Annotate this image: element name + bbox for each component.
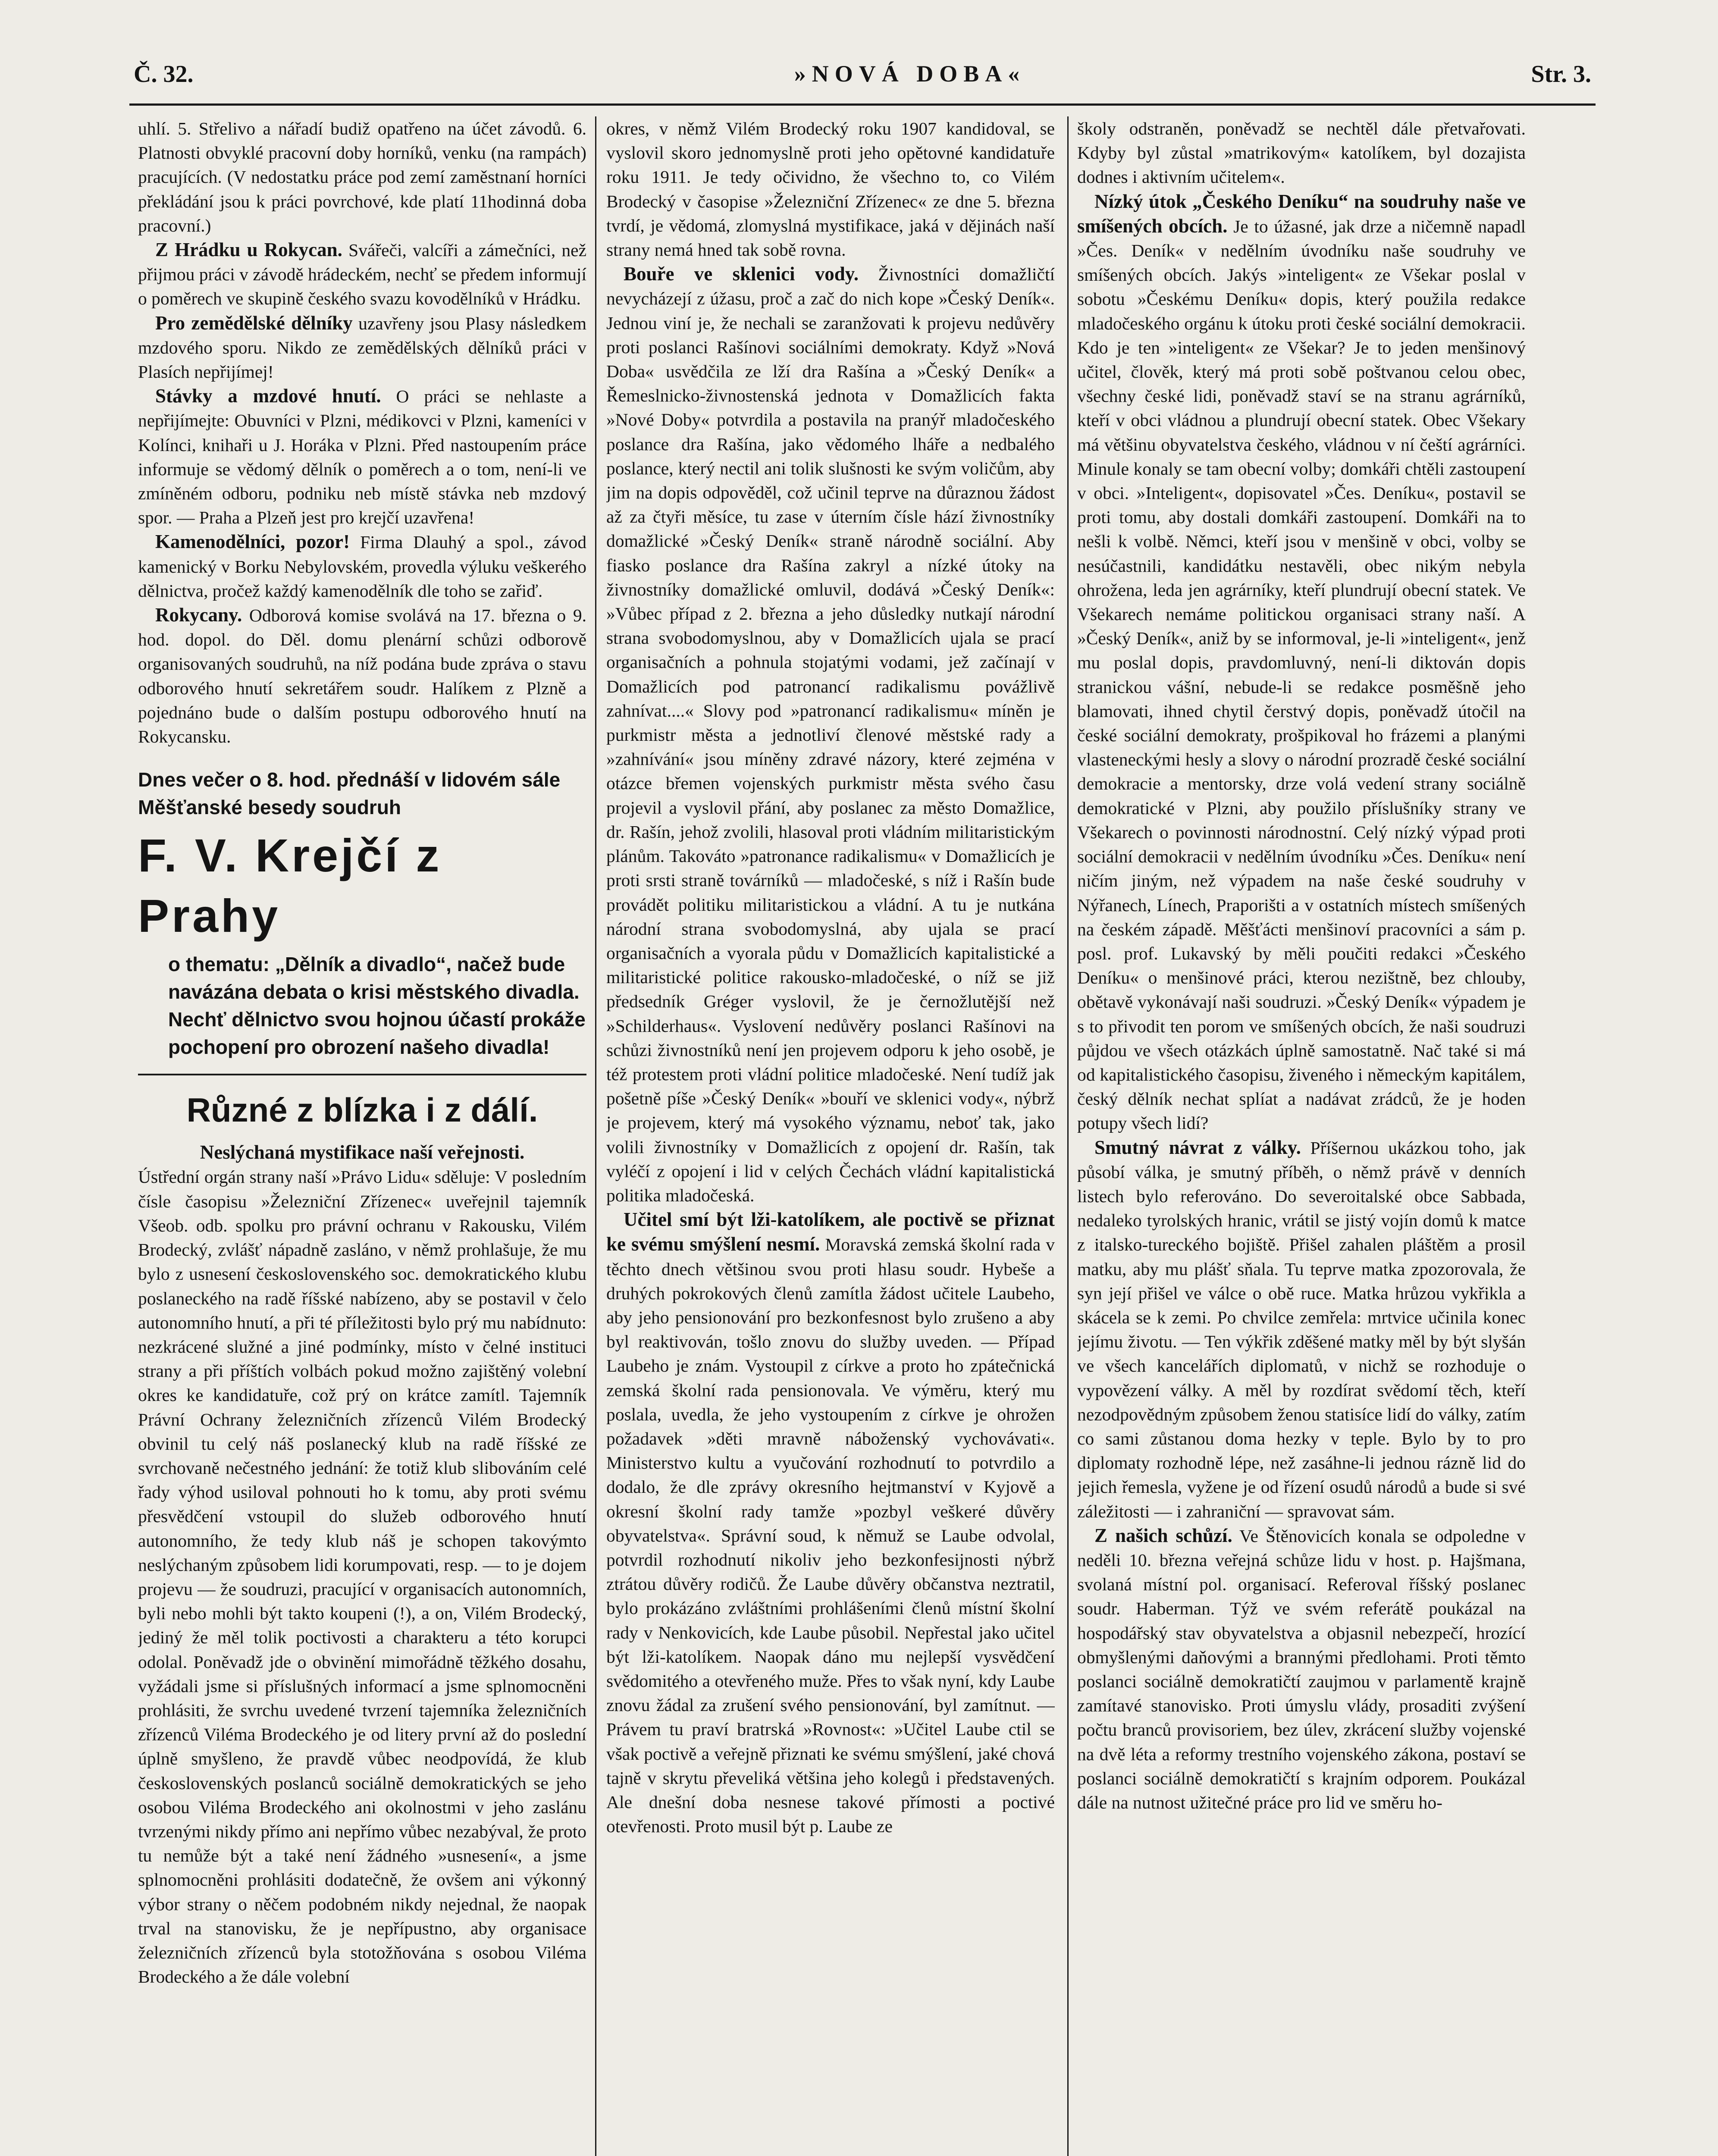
article-heading: Učitel smí být lži-katolíkem, ale poctivě se přiznat ke svému smýšlení nesmí. [606,1209,1055,1255]
column-2 [606,116,1055,2156]
article-text: Firma Dlauhý a spol., závod kamenický v Borku Nebylovském, provedla výluku veškerého dělnictva, pročež každý kamenodělník dle toho se zařiď. [138,532,586,601]
article-heading: Nízký útok „Českého Deníku“ na soudruhy naše ve smíšených obcích. [1077,190,1526,237]
article-heading: Z Hrádku u Rokycan. [155,239,342,261]
lecture-notice [138,766,586,1061]
article-text: Ve Štěnovicích konala se odpoledne v neděli 10. března veřejná schůze lidu v host. p. Hajšmana, svolaná místní pol. organisací. Referoval říšský poslanec soudr. Haberman. Týž ve svém referátě poukázal na hospodářský stav obyvatelstva a objasnil nebezpečí, hrozící obmyšlenými daňovými a brannými předlohami. Proti těmto poslanci sociálně demokratičtí zaujmou v parlamentě krajně zamítavé stanovisko. Proti úmyslu vlády, prosaditi zvýšení počtu branců provisoriem, bez úlev, zkrácení služby vojenské na dvě léta a reformy trestního vojenského zákona, postaví se poslanci sociálně demokratičtí s krajním odporem. Poukázal dále na nutnost užitečné práce pro lid ve směru ho- [1077,1526,1526,1813]
section-divider [138,1074,586,1075]
article-text: Živnostníci domažličtí nevycházejí z úžasu, proč a zač do nich kope »Český Deník«. Jednou viní je, že nechali se zaranžovati k projevu nedůvěry proti poslanci Rašínovi sociálními demokraty. Když »Nová Doba« usvědčila ze lží dra Rašína a »Český Deník« a Řemeslnicko-živnostenská jednota v Domažlicích fakta »Nové Doby« potvrdila a postavila na pranýř mladočeského poslance dra Rašína, jako vědomého lháře a nedbalého poslance, který nectil ani tolik slušnosti ke svým voličům, aby jim na dopis odpověděl, což učinil teprve na důraznou žádost až za čtyři měsíce, tu zase v úterním čísle hází živnostníky domažlické »Český Deník« straně národně sociální. Aby fiasko poslance dra Rašína zakryl a nízké útoky na živnostníky domažlické omluvil, dodává »Český Deník«: »Vůbec případ z 2. března a jeho důsledky nutkají národní strana svobodomyslnou, aby v Domažlicích ujala se prací organisačních a pohnula stojatými vodami, jež začínají v Domažlicích pod patronancí radikalismu povážlivě zahnívat....« Slovy pod »patronancí radikalismu« míněn je purkmistr města a jednotliví členové městské rady a »zahnívání« jsou míněny zdravé názory, které zejména v otázce břemen vojenských purkmistr města svého času projevil a vyslovil přání, aby poslanec za město Domažlice, dr. Rašín, jehož zvolili, hlasoval proti vládním militaristickým plánům. Takováto »patronance radikalismu« v Domažlicích je proti srsti straně továrníků — mladočeské, s níž i Rašín bude provádět politiku militaristickou a vládní. A tu je nutkána národní strana svobodomyslná, aby ujala se prací organisačních a vyorala půdu v Domažlicích kapitalistické a militaristické politice rakousko-mladočeské, o níž se již předsedník Gréger vyslovil, že je černožlutější než »Schilderhaus«. Vyslovení nedůvěry poslanci Rašínovi na schůzi živnostníků není jen projevem odporu k jeho osobě, je též protestem proti vládní politice mladočeské. Není tudíž jak pošetně píše »Český Deník« »bouří ve sklenici vody«, nýbrž je projevem, který má vysokého významu, neboť tak, jako volili živnostníky v Domažlicích z opojení dr. Rašín, tak vyléčí z opojení i lid v celých Čechách vládní kapitalistická politika mladočeská. [606,264,1055,1205]
issue-number: Č. 32. [134,61,194,88]
column-divider [1067,116,1069,2156]
column-divider [595,116,596,2156]
article-text: Odborová komise svolává na 17. března o 9. hod. dopol. do Děl. domu plenární schůzi odborově organisovaných soudruhů, na níž podána bude zpráva o stavu odborového hnutí sekretářem soudr. Halíkem z Plzně a pojednáno bude o dalším postupu odborového hnutí na Rokycansku. [138,605,586,747]
column-3 [1077,116,1526,2156]
column-1 [138,116,586,2156]
article-heading: Smutný návrat z války. [1094,1136,1301,1158]
article-text: Moravská zemská školní rada v těchto dnech většinou svou proti hlasu soudr. Hybeše a druhých pokrokových členů zamítla žádost učitele Laubeho, aby jeho pensionování pro bezkonfesnost bylo zrušeno a aby byl reaktivován, tošlo znovu do služby uveden. — Případ Laubeho je znám. Vystoupil z církve a proto ho zpátečnická zemská školní rada pensionovala. Ve výměru, který mu poslala, uvedla, že jeho vystoupením z církve je ohrožen požadavek »děti mravně náboženský vychovávati«. Ministerstvo kultu a vyučování rozhodnutí to potvrdilo a dodalo, že dle zprávy okresního hejtmanství v Kyjově a okresní školní rady tamže »pozbyl veškeré důvěry obyvatelstva«. Správní soud, k němuž se Laube odvolal, potvrdil rozhodnutí nikoliv jeho bezkonfesijnosti nýbrž ztrátou důvěry rodičů. Že Laube důvěry občanstva neztratil, bylo prokázáno zvláštními prohlášeními členů místní školní rady v Nenkovicích, kde Laube působil. Nepřestal jako učitel být lži-katolíkem. Naopak dáno mu nejlepší vysvědčení svědomitého a otevřeného muže. Přes to však nyní, kdy Laube znovu žádal za zrušení svého pensionování, byl zamítnut. — Právem tu praví bratrská »Rovnost«: »Učitel Laube ctil se však poctivě a veřejně přiznati ke svému smýšlení, jaké chová tajně v skrytu převeliká většina jeho kolegů i představených. Ale dnešní doba nesnese takové přímosti a poctivé otevřenosti. Proto musil být p. Laube ze [606,1235,1055,1836]
article-text: uzavřeny jsou Plasy následkem mzdového sporu. Nikdo ze zemědělských dělníků práci v Plasích nepřijímej! [138,313,586,382]
article-text: uhlí. 5. Střelivo a nářadí budiž opatřeno na účet závodů. 6. Platnosti obvyklé pracovní doby horníků, venku (na rampách) pracujících. (V nedostatku práce pod zemí zaměstnaní horníci překládání jsou k práci povrchové, kde platí 11hodinná doba pracovní.) [138,119,586,235]
article-heading: Neslýchaná mystifikace naší veřejnosti. [200,1141,525,1163]
article-text: okres, v němž Vilém Brodecký roku 1907 kandidoval, se vyslovil skoro jednomyslně proti jeho opětovné kandidatuře roku 1911. Je tedy očividno, že všechno to, co Vilém Brodecký v časopise »Železniční Zřízenec« ze dne 5. března tvrdí, je vědomá, zlomyslná mystifikace, jaká v dějinách naší strany nemá hned tak sobě rovna. [606,119,1055,260]
page-number: Str. 3. [1531,61,1591,88]
page-header [134,60,1591,95]
article-heading: Z našich schůzí. [1094,1524,1232,1546]
article-text: Je to úžasné, jak drze a ničemně napadl »Čes. Deník« v nedělním úvodníku naše soudruhy ve smíšených obcích. Jakýs »inteligent« ze Všekar poslal v sobotu »Českému Deníku« dopis, který použila redakce mladočeského orgánu k útoku proti české sociální demokracii. Kdo je ten »inteligent« ze Všekar? Je to jeden menšinový učitel, člověk, který má proti sobě poštvanou celou obec, všechny české lidi, poněvadž staví se na stranu agrárníků, kteří v obci vládnou a plundrují obecní statek. Obec Všekary má většinu obyvatelstva českého, vládnou v ní čeští agrárníci. Minule konaly se tam obecní volby; domkáři chtěli zastoupení v obci. »Inteligent«, dopisovatel »Čes. Deníku«, postavil se proti tomu, aby dostali domkáři zastoupení. Domkáři na to nešli k volbě. Němci, kteří jsou v menšině v obci, volby se nesúčastnili, kandidátku nestavěli, obec nikým nebyla ohrožena, leda jen agrárníky, kteří plundrují obecní statek. Ve Všekarech nemáme politickou organisaci strany naší. A »Český Deník«, aniž by se informoval, je-li »inteligent«, jenž mu poslal dopis, pravdomluvný, není-li diktován dopis stranickou vášní, nebude-li se redakce posměšně jeho blamovati, ihned chytil čerstvý dopis, poněvadž útočil na české sociální demokraty, prošpikoval ho frázemi a planými vlasteneckými hesly a slovy o národní prozradě české sociální demokracie a mentorsky, drze volá vedení strany sociálně demokratické v Plzni, aby použilo příslušníky strany ve Všekarech o povinnosti národnostní. Celý nízký výpad proti sociální demokracii v nedělním úvodníku »Čes. Deníku« není ničím jiným, než výpadem na naše české soudruhy v Nýřanech, Línech, Praporišti a v ostatních místech smíšených na českém západě. Měšťácti menšinoví pracovníci a sám p. posl. prof. Lukavský by měli poučiti redakci »Českého Deníku« o menšinové práci, kterou nezištně, bez chlouby, obětavě vykonávají naši soudruzi. »Český Deník« výpadem je s to přivodit ten porom ve smíšených obcích, že naši soudruzi půjdou ve všech otázkách úplně samostatně. Nač také si má od kapitalistického časopisu, živeného i německým kapitálem, český dělník nechat splíat a nadávat zrádců, že je hoden potupy všech lidí? [1077,216,1526,1133]
article-heading: Rokycany. [155,604,242,626]
newspaper-title: »NOVÁ DOBA« [794,61,1026,87]
notice-speaker: F. V. Krejčí z Prahy [138,829,442,942]
article-text: O práci se nehlaste a nepřijímejte: Obuvníci v Plzni, médikovci v Plzni, kameníci v Kolínci, knihaři u J. Horáka v Plzni. Před nastoupením práce informuje se vědomý dělník o poměrech a o tom, není-li ve zmíněném odboru, podniku neb místě stávka neb mzdový spor. — Praha a Plzeň jest pro krejčí uzavřena! [138,386,586,528]
notice-text: o thematu: „Dělník a divadlo“, načež bude navázána debata o krisi městského divadla. Nechť dělnictvo svou hojnou účastí prokáže pochopení pro obrození našeho divadla! [168,953,586,1059]
article-heading: Pro zemědělské dělníky [155,312,353,334]
article-text: Příšernou ukázkou toho, jak působí válka, je smutný příběh, o němž právě v denních listech bylo referováno. Do severoitalské obce Sabbada, nedaleko tyrolských hranic, vrátil se jistý vojín domů k matce z italsko-tureckého bojiště. Přišel zahalen pláštěm a prosil matku, aby mu plášť sňala. Tu teprve matka zpozorovala, že syn její přišel ve válce o obě ruce. Matka hrůzou vykřikla a skácela se k zemi. Po chvilce zemřela: mrtvice učinila konec jejímu životu. — Ten výkřik zděšené matky měl by být slyšán ve všech kancelářích diplomatů, v nichž se rozhoduje o vypovězení války. A měl by rozdírat svědomí těch, kteří nezodpovědným způsobem ženou statisíce lidí do války, zatím co sami zůstanou doma hezky v teple. Bylo by to pro diplomaty rozhodně lépe, než zasáhne-li jednou rázně lid do jejich řemesla, vyžene je od řízení osudů národů a bude si své záležitosti — i zahraniční — spravovat sám. [1077,1138,1526,1521]
notice-text: Dnes večer o 8. hod. přednáší v lidovém sále Měšťanské besedy soudruh [138,768,561,819]
article-text: školy odstraněn, poněvadž se nechtěl dále přetvařovati. Kdyby byl zůstal »matrikovým« katolíkem, byl dozajista dodnes i aktivním učitelem«. [1077,119,1526,187]
article-text: Ústřední orgán strany naší »Právo Lidu« sděluje: V posledním čísle časopisu »Železniční Zřízenec« uveřejnil tajemník Všeob. odb. spolku pro právní ochranu v Rakousku, Vilém Brodecký, zvlášť nápadně zasláno, v němž prohlašuje, že mu bylo z usnesení československého soc. demokratického klubu poslaneckého na radě říšské nabízeno, aby se postavil v čelo autonomního hnutí, a při té příležitosti bylo prý mu nabídnuto: nezkrácené služné a jiné podmínky, místo v čelné instituci strany a při příštích volbách pokud možno zajištěný volební okres ke kandidatuře, což prý on krátce zamítl. Tajemník Právní Ochrany železničních zřízenců Vilém Brodecký obvinil tu celý náš poslanecký klub na radě říšské ze svrchovaně nečestného jednání: že totiž klub slibováním celé řady výhod usiloval pohnouti ho k tomu, aby proti svému přesvědčení vstoupil do služeb odborového hnutí autonomního, že tedy klub náš je schopen takovýmto neslýchaným způsobem lidi korumpovati, resp. — to je dojem projevu — že soudruzi, pracující v organisacích autonomních, byli nebo mohli být takto koupeni (!), a on, Vilém Brodecký, jediný že měl tolik poctivosti a charakteru a této korupci odolal. Poněvadž jde o obvinění mimořádně těžkého dosahu, vyžádali jsme si příslušných informací a jsme splnomocněni prohlásiti, že svrchu uvedené tvrzení tajemníka železničních zřízenců Viléma Brodeckého je od litery první až do poslední úplně smyšleno, že pravdě vůbec neodpovídá, že klub československých poslanců sociálně demokratických se jeho osobou Viléma Brodeckého ani okolnostmi v jeho zaslánu tvrzenými nikdy přímo ani nepřímo vůbec nezabýval, že proto tu nemůže být a také není žádného »usnesení«, a jsme splnomocněni prohlásiti dodatečně, že ovšem ani výkonný výbor strany o něčem podobném nikdy nejednal, že naopak trval na stanovisku, že je nepřípustno, aby organisace železničních zřízenců byla stotožňována s osobou Viléma Brodeckého a že dále volební [138,1167,586,1987]
header-rule [129,103,1596,106]
article-text: Svářeči, valcíři a zámečníci, než přijmou práci v závodě hrádeckém, nechť se předem informují o poměrech ve skupině českého svazu kovodělníků v Hrádku. [138,240,586,309]
article-heading: Bouře ve sklenici vody. [624,263,859,285]
article-heading: Stávky a mzdové hnutí. [155,385,381,407]
section-title: Různé z blízka i z dálí. [186,1091,538,1129]
article-heading: Kamenodělníci, pozor! [155,531,350,553]
